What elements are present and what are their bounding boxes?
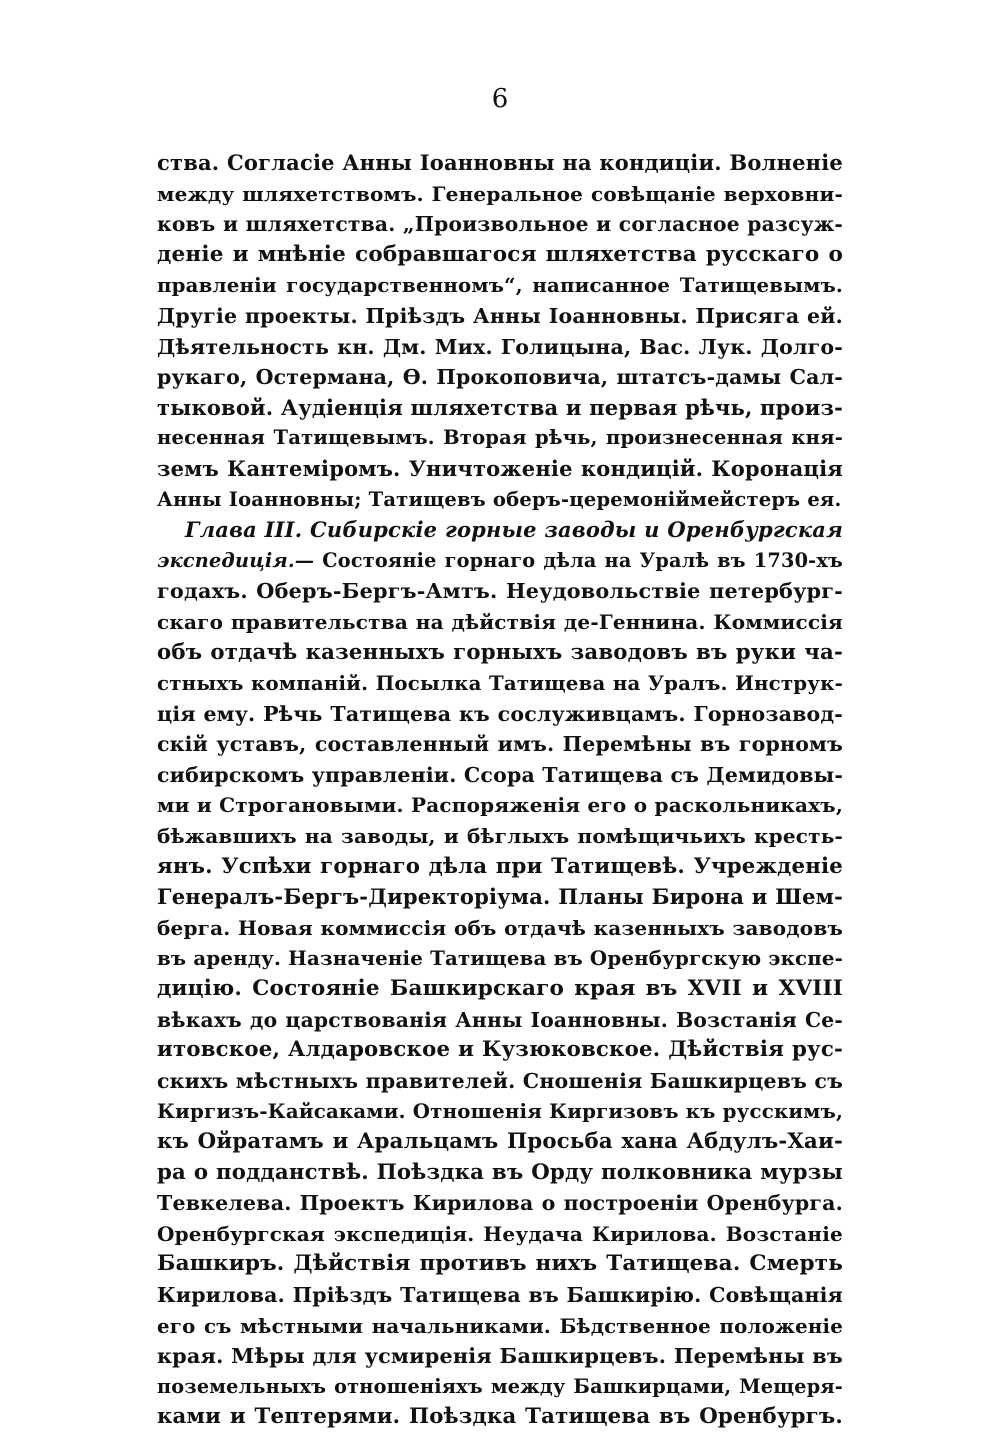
chapter-heading-end: экспедиція.— — [157, 548, 315, 572]
text-line: дицію. Состояніе Башкирскаго края въ XVII и XVIII — [157, 976, 843, 1002]
text-line: скій уставъ, составленный имъ. Перемѣны въ горномъ — [157, 732, 843, 757]
page-number: 6 — [491, 84, 509, 114]
chapter-heading: Глава III. Сибирскіе горные заводы и Оренбургская — [185, 517, 843, 543]
text-line: итовское, Алдаровское и Кузюковское. Дѣйствія рус- — [157, 1037, 843, 1063]
text-line: поземельныхъ отношеніяхъ между Башкирцами, Мещеря- — [157, 1374, 843, 1398]
chapter-first-line: Состояніе горнаго дѣла на Уралѣ въ 1730-хъ — [314, 548, 843, 572]
text-line: деніе и мнѣніе собравшагося шляхетства русскаго о — [157, 241, 843, 267]
text-line: Киргизъ-Кайсаками. Отношенія Киргизовъ къ русскимъ, — [157, 1099, 844, 1124]
text-line: янъ. Успѣхи горнаго дѣла при Татищевѣ. Учрежденіе — [157, 853, 843, 879]
text-line: правленіи государственномъ“, написанное Татищевымъ. — [157, 273, 843, 298]
text-line: Тевкелева. Проектъ Кирилова о построеніи Оренбурга. — [157, 1191, 843, 1216]
text-line: несенная Татищевымъ. Вторая рѣчь, произнесенная кня- — [157, 426, 843, 450]
body-text — [157, 148, 843, 1433]
text-line: Анны Іоанновны; Татищевъ оберъ-церемоніймейстеръ ея. — [157, 487, 842, 511]
text-line: края. Мѣры для усмиренія Башкирцевъ. Перемѣны въ — [157, 1344, 843, 1369]
text-line: скаго правительства на дѣйствія де-Геннина. Коммиссія — [157, 609, 843, 634]
text-line: ція ему. Рѣчь Татищева къ сослуживцамъ. Горнозавод- — [157, 701, 843, 726]
text-line: объ отдачѣ казенныхъ горныхъ заводовъ въ руки ча- — [157, 639, 843, 665]
text-line: Другіе проекты. Пріѣздъ Анны Іоанновны. Присяга ей. — [157, 303, 843, 328]
text-line: сибирскомъ управленіи. Ссора Татищева съ Демидовы- — [157, 762, 844, 787]
text-line: земъ Кантеміромъ. Уничтоженіе кондицій. Коронація — [157, 455, 843, 481]
text-line: Оренбургская экспедиція. Неудача Кирилова. Возстаніе — [157, 1221, 843, 1246]
text-line: къ Ойратамъ и Аральцамъ Просьба хана Абдулъ-Хаи- — [157, 1129, 843, 1154]
text-line: скихъ мѣстныхъ правителей. Сношенія Башкирцевъ съ — [157, 1068, 844, 1093]
text-line: вѣкахъ до царствованія Анны Іоанновны. Возстанія Се- — [157, 1007, 843, 1032]
text-line: его съ мѣстными начальниками. Бѣдственное положеніе — [157, 1313, 843, 1338]
text-line: ства. Согласіе Анны Іоанновны на кондиціи. Волненіе — [157, 150, 843, 175]
text-line: Кирилова. Пріѣздъ Татищева въ Башкирію. Совѣщанія — [157, 1282, 843, 1307]
text-line: годахъ. Оберъ-Бергъ-Амтъ. Неудовольствіе петербург- — [157, 579, 843, 604]
text-line: ми и Строгановыми. Распоряженія его о раскольникахъ, — [157, 793, 843, 818]
text-line: рукаго, Остермана, Ѳ. Прокоповича, штатсъ-дамы Сал- — [157, 365, 843, 390]
text-line: берга. Новая коммиссія объ отдачѣ казенныхъ заводовъ — [157, 915, 843, 940]
chapter-heading-line — [157, 546, 843, 577]
text-line: тыковой. Аудіенція шляхетства и первая рѣчь, произ- — [157, 394, 843, 420]
text-line: стныхъ компаній. Посылка Татищева на Уралъ. Инструк- — [157, 671, 843, 696]
text-line: въ аренду. Назначеніе Татищева въ Оренбургскую экспе- — [157, 946, 844, 971]
text-line: Генералъ-Бергъ-Директоріума. Планы Бирона и Шем- — [157, 884, 843, 910]
text-line: ками и Тептерями. Поѣздка Татищева въ Оренбургъ. — [157, 1404, 843, 1430]
text-line: между шляхетствомъ. Генеральное совѣщаніе верховни- — [157, 181, 843, 206]
text-line: ра о подданствѣ. Поѣздка въ Орду полковника мурзы — [157, 1159, 843, 1185]
text-line: бѣжавшихъ на заводы, и бѣглыхъ помѣщичьихъ кресть- — [157, 824, 843, 849]
text-line: ковъ и шляхетства. „Произвольное и согласное разсуж- — [157, 212, 843, 237]
text-line: Дѣятельность кн. Дм. Мих. Голицына, Вас. Лук. Долго- — [157, 334, 843, 359]
text-line: Башкиръ. Дѣйствія противъ нихъ Татищева. Смерть — [157, 1251, 843, 1277]
